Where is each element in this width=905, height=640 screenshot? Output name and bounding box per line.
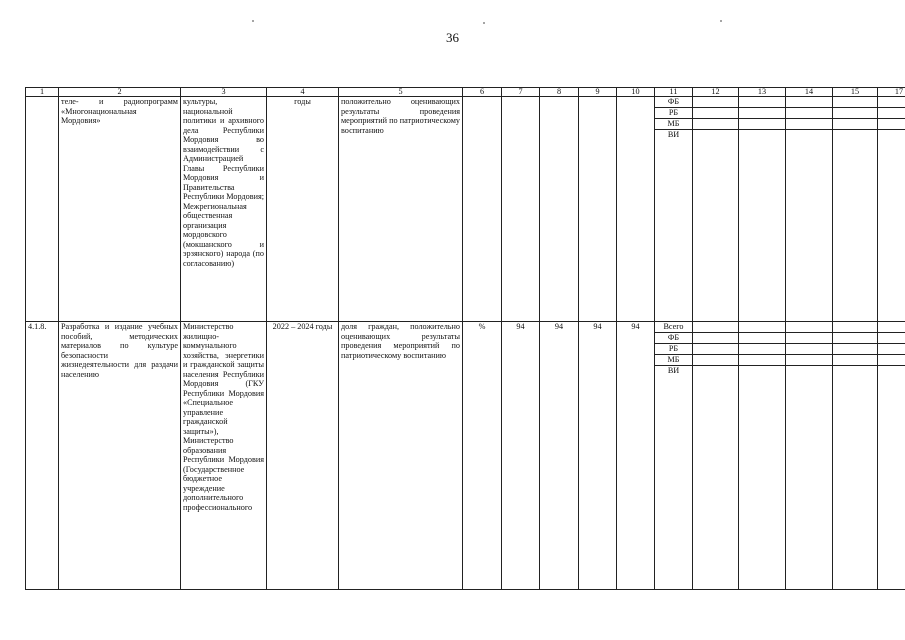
indicator-value: 94 (502, 322, 540, 590)
unit (463, 97, 502, 322)
funding-source: РБ (655, 344, 692, 355)
column-number: 14 (786, 88, 833, 97)
indicator: положительно оценивающих результаты проведения мероприятий по патриотическому воспитанию (339, 97, 463, 322)
column-number: 13 (739, 88, 786, 97)
indicator-value (579, 97, 617, 322)
indicator: доля граждан, положительно оценивающих результаты проведения мероприятий по патриотическому воспитанию (339, 322, 463, 590)
column-number: 10 (617, 88, 655, 97)
item-number: 4.1.8. (26, 322, 59, 590)
indicator-value (617, 97, 655, 322)
indicator-value: 94 (579, 322, 617, 590)
implementation-period: 2022 – 2024 годы (267, 322, 339, 590)
page-number: 36 (446, 30, 459, 45)
indicator-value (540, 97, 579, 322)
scan-speck (720, 20, 722, 22)
funding-cell (739, 97, 786, 322)
funding-cell (878, 322, 905, 590)
column-number-row (26, 88, 905, 97)
item-number (26, 97, 59, 322)
indicator-value (502, 97, 540, 322)
column-number: 3 (181, 88, 267, 97)
column-number: 17 (878, 88, 905, 97)
program-table (25, 87, 905, 590)
column-number: 5 (339, 88, 463, 97)
funding-cell (833, 322, 878, 590)
column-number: 7 (502, 88, 540, 97)
funding-source: ВИ (667, 366, 680, 375)
scan-speck (252, 20, 254, 22)
measure-name: теле- и радиопрограмм «Многонациональная Мордовия» (59, 97, 181, 322)
indicator-value: 94 (540, 322, 579, 590)
column-number: 15 (833, 88, 878, 97)
funding-source: Всего (655, 322, 692, 333)
executor: Министерство жилищно-коммунального хозяйства, энергетики и гражданской защиты населения Республики Мордовия (ГКУ Республики Мордовия «Специальное управление гражданской защиты»), Министерство образования Республики Мордовия (Государственное бюджетное учреждение дополнительного профессионального (181, 322, 267, 590)
unit: % (463, 322, 502, 590)
implementation-period: годы (267, 97, 339, 322)
column-number: 12 (693, 88, 739, 97)
column-number: 6 (463, 88, 502, 97)
funding-source: МБ (655, 355, 692, 366)
funding-cell (878, 97, 905, 322)
column-number: 4 (267, 88, 339, 97)
funding-cell (693, 322, 739, 590)
scan-speck (483, 22, 485, 24)
table-row (26, 322, 905, 590)
funding-cell (739, 322, 786, 590)
column-number: 9 (579, 88, 617, 97)
funding-sources (655, 322, 693, 590)
table-row (26, 97, 905, 322)
funding-source: МБ (655, 119, 692, 130)
funding-cell (693, 97, 739, 322)
funding-sources (655, 97, 693, 322)
column-number: 11 (655, 88, 693, 97)
column-number: 8 (540, 88, 579, 97)
indicator-value: 94 (617, 322, 655, 590)
column-number: 2 (59, 88, 181, 97)
measure-name: Разработка и издание учебных пособий, методических материалов по культуре безопасности жизнедеятельности для раздачи населению (59, 322, 181, 590)
funding-source: ВИ (667, 130, 680, 139)
funding-cell (786, 322, 833, 590)
funding-cell (833, 97, 878, 322)
executor: культуры, национальной политики и архивного дела Республики Мордовия во взаимодействии с Администрацией Главы Республики Мордовия и Правительства Республики Мордовия; Межрегиональная общественная организация мордовского (мокшанского и эрзянского) народа (по согласованию) (181, 97, 267, 322)
funding-source: ФБ (655, 333, 692, 344)
funding-source: ФБ (655, 97, 692, 108)
column-number: 1 (26, 88, 59, 97)
funding-cell (786, 97, 833, 322)
funding-source: РБ (655, 108, 692, 119)
